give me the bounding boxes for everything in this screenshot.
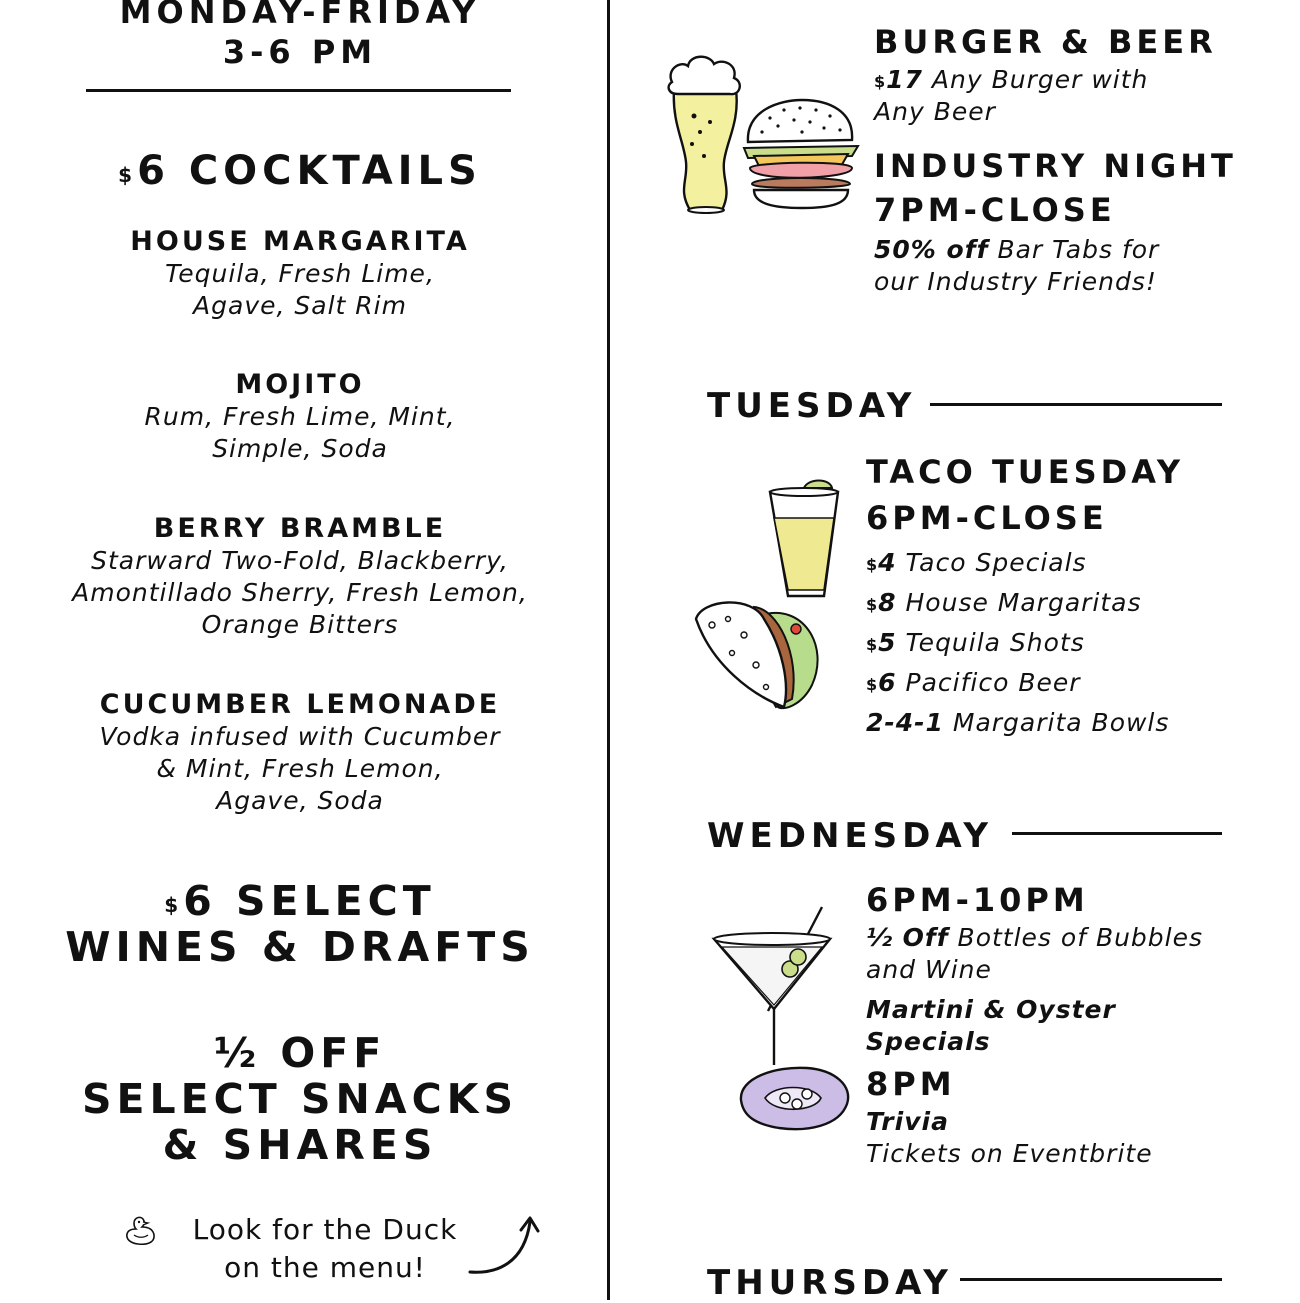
dollar-sign: $ [866, 635, 879, 654]
thursday-rule [960, 1278, 1222, 1281]
industry-line2: our Industry Friends! [874, 267, 1157, 296]
martini-icon [710, 905, 834, 1080]
curved-arrow-icon [466, 1212, 544, 1278]
industry-night-time: 7PM-CLOSE [874, 191, 1116, 229]
hours-underline [86, 89, 511, 92]
tuesday-rule [930, 403, 1222, 406]
cocktail-desc: & Mint, Fresh Lemon, [156, 754, 444, 783]
wednesday-deals [866, 878, 1286, 1170]
day-heading-tuesday: TUESDAY [707, 386, 917, 426]
hours-block [0, 0, 600, 72]
cocktail-name: MOJITO [235, 369, 365, 400]
trivia-label: Trivia [866, 1107, 949, 1136]
taco-icon [692, 595, 832, 715]
deal-price: 5 [878, 628, 897, 657]
wines-heading-line2: WINES & DRAFTS [65, 923, 535, 971]
tuesday-deal-item [866, 623, 1286, 663]
duck-note-line2: on the menu! [224, 1251, 426, 1284]
deal-text: Pacifico Beer [905, 668, 1081, 697]
cocktail-desc: Agave, Salt Rim [193, 291, 407, 320]
hours-time: 3-6 PM [222, 33, 378, 71]
martini-oyster-line1: Martini & Oyster [866, 995, 1116, 1024]
day-heading-wednesday: WEDNESDAY [707, 816, 994, 856]
wines-heading [0, 878, 600, 970]
cocktail-desc: Agave, Soda [216, 786, 384, 815]
deal-text: House Margaritas [905, 588, 1142, 617]
oyster-icon [735, 1064, 855, 1134]
tuesday-deal-item [866, 583, 1286, 623]
deal-price: 2-4-1 [866, 708, 944, 737]
burger-price: 17 [886, 65, 923, 94]
deal-price: 8 [878, 588, 897, 617]
snacks-heading [0, 1030, 600, 1168]
tuesday-deal-item [866, 663, 1286, 703]
industry-discount: 50% off [874, 235, 989, 264]
tequila-shot-icon [764, 478, 844, 600]
deal-text: Tequila Shots [905, 628, 1085, 657]
day-heading-thursday: THURSDAY [707, 1263, 953, 1303]
snacks-heading-line1: ½ OFF [213, 1029, 387, 1077]
half-off-line1: Bottles of Bubbles [957, 923, 1204, 952]
tuesday-deal-item [866, 703, 1286, 743]
industry-night-title: INDUSTRY NIGHT [874, 147, 1237, 185]
dollar-sign: $ [866, 595, 879, 614]
burger-icon [740, 96, 862, 211]
cocktail-desc: Starward Two-Fold, Blackberry, [91, 546, 509, 575]
cocktail-desc: Amontillado Sherry, Fresh Lemon, [72, 578, 528, 607]
cocktail-item [0, 689, 600, 817]
cocktail-item [0, 369, 600, 465]
taco-tuesday-deal [866, 449, 1286, 743]
taco-tuesday-title: TACO TUESDAY [866, 453, 1185, 491]
burger-beer-deal [874, 20, 1294, 128]
snacks-heading-line2: SELECT SNACKS [82, 1075, 518, 1123]
industry-line1: Bar Tabs for [997, 235, 1160, 264]
column-divider [607, 0, 610, 1300]
dollar-sign: $ [164, 893, 184, 917]
deal-text: Margarita Bowls [952, 708, 1170, 737]
cocktail-item [0, 513, 600, 641]
deal-price: 4 [878, 548, 897, 577]
deal-price: 6 [878, 668, 897, 697]
cocktail-item [0, 226, 600, 322]
wines-heading-line1: 6 SELECT [183, 877, 436, 925]
dollar-sign: $ [874, 72, 887, 91]
industry-night-deal [874, 144, 1294, 298]
hours-days: MONDAY-FRIDAY [119, 0, 481, 31]
cocktails-heading-text: 6 COCKTAILS [137, 148, 482, 194]
cocktail-desc: Rum, Fresh Lime, Mint, [144, 402, 456, 431]
duck-note-line1: Look for the Duck [192, 1213, 458, 1246]
martini-oyster-line2: Specials [866, 1027, 991, 1056]
wednesday-time2: 8PM [866, 1065, 956, 1103]
taco-tuesday-time: 6PM-CLOSE [866, 499, 1108, 537]
half-off-line2: and Wine [866, 955, 992, 984]
dollar-sign: $ [866, 675, 879, 694]
cocktail-desc: Simple, Soda [212, 434, 388, 463]
dollar-sign: $ [118, 163, 138, 187]
dollar-sign: $ [866, 555, 879, 574]
beer-glass-icon [660, 52, 750, 217]
burger-beer-line1: Any Burger with [931, 65, 1149, 94]
cocktail-name: HOUSE MARGARITA [130, 226, 470, 257]
deal-text: Taco Specials [905, 548, 1087, 577]
tuesday-deal-item [866, 543, 1286, 583]
wednesday-rule [1012, 832, 1222, 835]
burger-beer-title: BURGER & BEER [874, 23, 1217, 61]
half-off-label: ½ Off [866, 923, 949, 952]
trivia-tickets: Tickets on Eventbrite [866, 1139, 1153, 1168]
duck-note [150, 1211, 500, 1287]
cocktail-desc: Orange Bitters [201, 610, 399, 639]
cocktail-desc: Tequila, Fresh Lime, [165, 259, 435, 288]
wednesday-time1: 6PM-10PM [866, 881, 1089, 919]
snacks-heading-line3: & SHARES [162, 1121, 438, 1169]
cocktails-heading [0, 148, 600, 194]
cocktail-name: CUCUMBER LEMONADE [99, 689, 501, 720]
cocktail-desc: Vodka infused with Cucumber [99, 722, 501, 751]
burger-beer-line2: Any Beer [874, 97, 996, 126]
cocktail-name: BERRY BRAMBLE [153, 513, 447, 544]
